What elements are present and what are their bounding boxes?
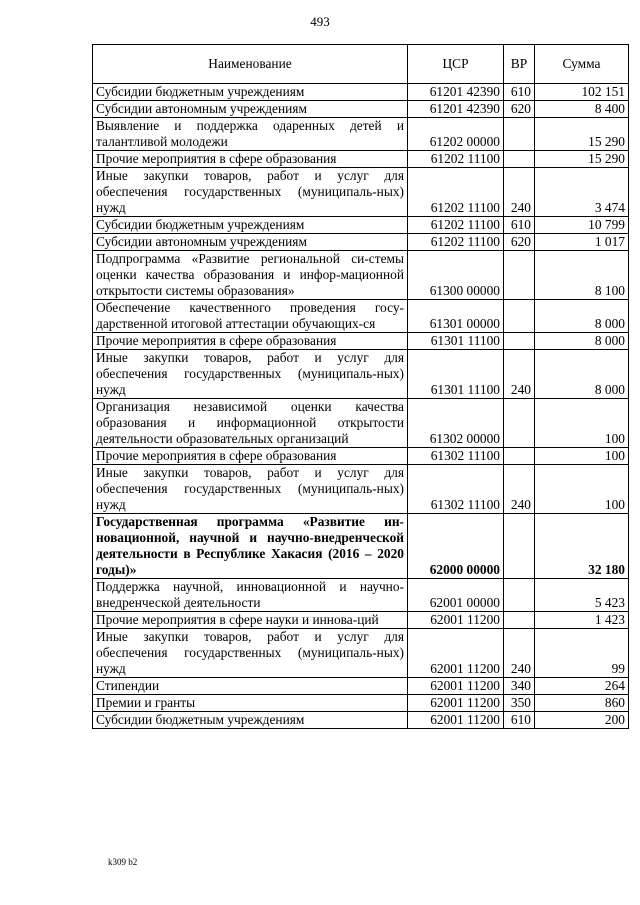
cell-csr: 62001 11200 bbox=[408, 612, 504, 629]
cell-name: Государственная программа «Развитие ин-новационной, научной и научно-внедренческой деятельности в Республике Хакасия (2016 – 2020 годы)» bbox=[93, 514, 408, 579]
cell-name: Прочие мероприятия в сфере образования bbox=[93, 448, 408, 465]
cell-csr: 61302 00000 bbox=[408, 399, 504, 448]
cell-csr: 62001 00000 bbox=[408, 579, 504, 612]
cell-name: Субсидии автономным учреждениям bbox=[93, 101, 408, 118]
table-row bbox=[93, 101, 629, 118]
cell-sum: 10 799 bbox=[535, 217, 629, 234]
table-row bbox=[93, 399, 629, 448]
table-row bbox=[93, 695, 629, 712]
table-row bbox=[93, 712, 629, 729]
cell-sum: 15 290 bbox=[535, 151, 629, 168]
header-row bbox=[93, 45, 629, 84]
cell-sum: 1 423 bbox=[535, 612, 629, 629]
cell-vr: 240 bbox=[504, 629, 535, 678]
cell-vr bbox=[504, 579, 535, 612]
cell-name: Иные закупки товаров, работ и услуг для обеспечения государственных (муниципаль-ных) нужд bbox=[93, 168, 408, 217]
table-row bbox=[93, 300, 629, 333]
cell-vr bbox=[504, 333, 535, 350]
cell-csr: 61300 00000 bbox=[408, 251, 504, 300]
cell-name: Поддержка научной, инновационной и научно-внедренческой деятельности bbox=[93, 579, 408, 612]
table-row bbox=[93, 84, 629, 101]
cell-sum: 264 bbox=[535, 678, 629, 695]
cell-vr bbox=[504, 448, 535, 465]
cell-csr: 61302 11100 bbox=[408, 465, 504, 514]
cell-vr bbox=[504, 151, 535, 168]
cell-name: Иные закупки товаров, работ и услуг для обеспечения государственных (муниципаль-ных) нужд bbox=[93, 350, 408, 399]
table-row bbox=[93, 251, 629, 300]
cell-vr: 350 bbox=[504, 695, 535, 712]
cell-name: Субсидии бюджетным учреждениям bbox=[93, 712, 408, 729]
table-row bbox=[93, 350, 629, 399]
table-row bbox=[93, 151, 629, 168]
cell-vr bbox=[504, 612, 535, 629]
cell-vr bbox=[504, 399, 535, 448]
cell-csr: 61202 11100 bbox=[408, 217, 504, 234]
table-row bbox=[93, 579, 629, 612]
table-row bbox=[93, 217, 629, 234]
cell-csr: 62001 11200 bbox=[408, 712, 504, 729]
cell-sum: 5 423 bbox=[535, 579, 629, 612]
cell-vr: 620 bbox=[504, 101, 535, 118]
cell-name: Прочие мероприятия в сфере науки и иннова-ций bbox=[93, 612, 408, 629]
cell-name: Субсидии автономным учреждениям bbox=[93, 234, 408, 251]
cell-vr bbox=[504, 251, 535, 300]
table-header bbox=[93, 45, 629, 84]
cell-csr: 61202 11100 bbox=[408, 234, 504, 251]
cell-name: Субсидии бюджетным учреждениям bbox=[93, 84, 408, 101]
table-row bbox=[93, 612, 629, 629]
cell-csr: 61201 42390 bbox=[408, 101, 504, 118]
cell-vr: 240 bbox=[504, 168, 535, 217]
cell-name: Прочие мероприятия в сфере образования bbox=[93, 333, 408, 350]
cell-sum: 15 290 bbox=[535, 118, 629, 151]
cell-name: Стипендии bbox=[93, 678, 408, 695]
table-row bbox=[93, 118, 629, 151]
cell-vr bbox=[504, 300, 535, 333]
cell-name: Подпрограмма «Развитие региональной си-стемы оценки качества образования и инфор-мационной открытости системы образования» bbox=[93, 251, 408, 300]
cell-csr: 61202 00000 bbox=[408, 118, 504, 151]
budget-table bbox=[92, 44, 629, 729]
cell-sum: 32 180 bbox=[535, 514, 629, 579]
cell-sum: 100 bbox=[535, 399, 629, 448]
cell-vr: 240 bbox=[504, 350, 535, 399]
cell-sum: 99 bbox=[535, 629, 629, 678]
cell-vr: 610 bbox=[504, 84, 535, 101]
cell-csr: 62001 11200 bbox=[408, 629, 504, 678]
cell-sum: 1 017 bbox=[535, 234, 629, 251]
table-row bbox=[93, 448, 629, 465]
page-number: 493 bbox=[310, 14, 330, 29]
cell-sum: 3 474 bbox=[535, 168, 629, 217]
header-sum: Сумма bbox=[535, 45, 629, 84]
cell-vr: 240 bbox=[504, 465, 535, 514]
cell-name: Премии и гранты bbox=[93, 695, 408, 712]
cell-csr: 62001 11200 bbox=[408, 678, 504, 695]
cell-csr: 61301 11100 bbox=[408, 350, 504, 399]
table-row bbox=[93, 629, 629, 678]
table-row bbox=[93, 678, 629, 695]
cell-sum: 102 151 bbox=[535, 84, 629, 101]
cell-vr: 610 bbox=[504, 712, 535, 729]
cell-csr: 62001 11200 bbox=[408, 695, 504, 712]
cell-name: Обеспечение качественного проведения госу-дарственной итоговой аттестации обучающих-ся bbox=[93, 300, 408, 333]
cell-vr bbox=[504, 514, 535, 579]
footer-code: k309 b2 bbox=[108, 857, 138, 867]
table-row bbox=[93, 333, 629, 350]
cell-sum: 8 400 bbox=[535, 101, 629, 118]
cell-sum: 8 100 bbox=[535, 251, 629, 300]
cell-name: Субсидии бюджетным учреждениям bbox=[93, 217, 408, 234]
table-row bbox=[93, 234, 629, 251]
table-body bbox=[93, 84, 629, 729]
cell-csr: 61202 11100 bbox=[408, 168, 504, 217]
cell-sum: 100 bbox=[535, 448, 629, 465]
table-row bbox=[93, 168, 629, 217]
cell-csr: 61201 42390 bbox=[408, 84, 504, 101]
cell-name: Иные закупки товаров, работ и услуг для обеспечения государственных (муниципаль-ных) нужд bbox=[93, 465, 408, 514]
cell-sum: 8 000 bbox=[535, 333, 629, 350]
cell-csr: 61302 11100 bbox=[408, 448, 504, 465]
cell-vr bbox=[504, 118, 535, 151]
cell-sum: 8 000 bbox=[535, 300, 629, 333]
table-row bbox=[93, 465, 629, 514]
table-row bbox=[93, 514, 629, 579]
cell-vr: 610 bbox=[504, 217, 535, 234]
cell-sum: 860 bbox=[535, 695, 629, 712]
cell-sum: 8 000 bbox=[535, 350, 629, 399]
cell-name: Прочие мероприятия в сфере образования bbox=[93, 151, 408, 168]
cell-csr: 61202 11100 bbox=[408, 151, 504, 168]
cell-vr: 620 bbox=[504, 234, 535, 251]
cell-csr: 62000 00000 bbox=[408, 514, 504, 579]
cell-vr: 340 bbox=[504, 678, 535, 695]
cell-csr: 61301 00000 bbox=[408, 300, 504, 333]
cell-name: Организация независимой оценки качества образования и информационной открытости деятельности образовательных организаций bbox=[93, 399, 408, 448]
cell-sum: 200 bbox=[535, 712, 629, 729]
cell-csr: 61301 11100 bbox=[408, 333, 504, 350]
header-vr: ВР bbox=[504, 45, 535, 84]
header-csr: ЦСР bbox=[408, 45, 504, 84]
header-name: Наименование bbox=[93, 45, 408, 84]
cell-sum: 100 bbox=[535, 465, 629, 514]
cell-name: Выявление и поддержка одаренных детей и талантливой молодежи bbox=[93, 118, 408, 151]
cell-name: Иные закупки товаров, работ и услуг для обеспечения государственных (муниципаль-ных) нужд bbox=[93, 629, 408, 678]
